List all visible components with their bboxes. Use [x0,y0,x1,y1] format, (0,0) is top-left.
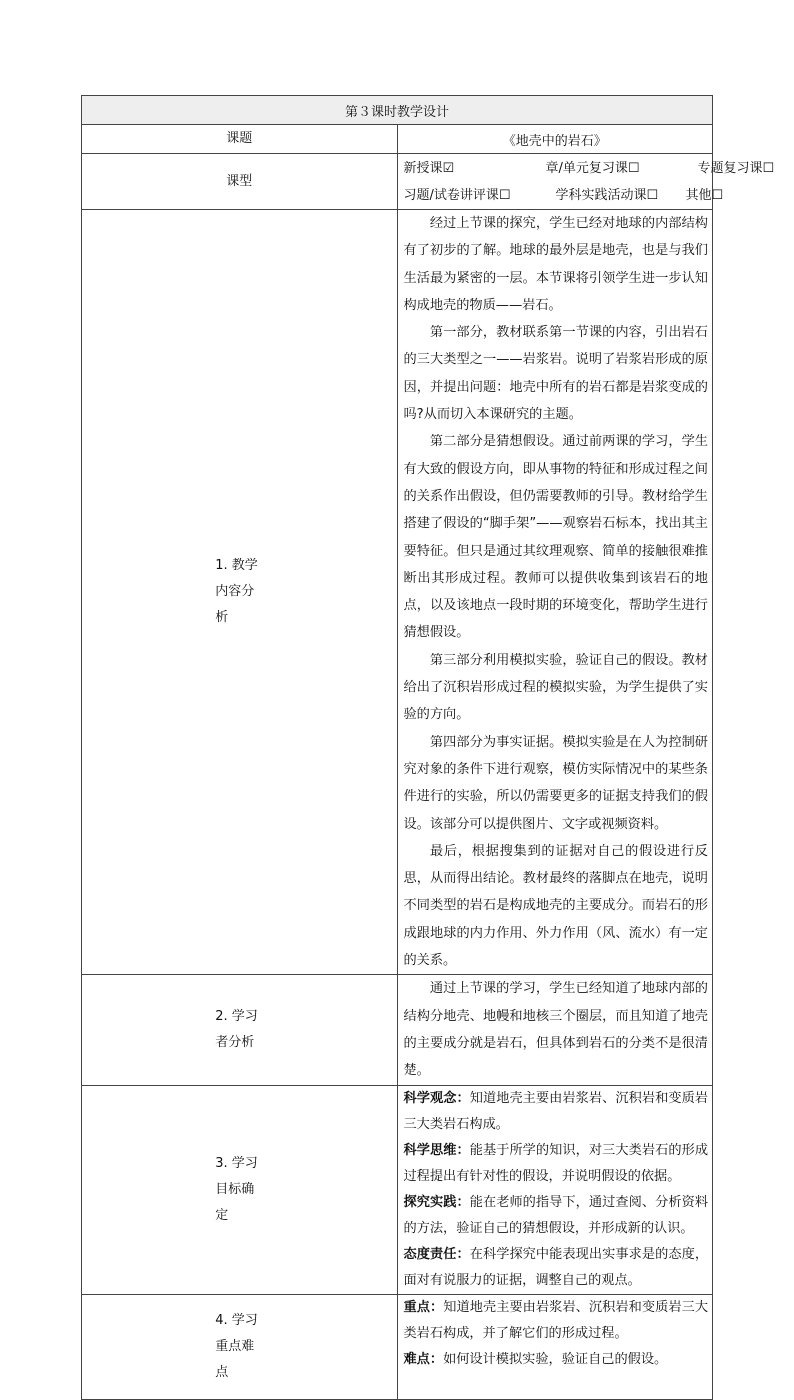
document-title: 第３课时教学设计 [82,96,713,125]
type-option-practice: 学科实践活动课☐ [555,187,659,203]
objective-item: 态度责任：在科学探究中能表现出实事求是的态度，面对有说服力的证据，调整自己的观点。 [403,1246,709,1288]
learner-paragraph: 通过上节课的学习，学生已经知道了地球内部的结构分地壳、地幔和地核三个圈层，而且知道了地壳的主要成分就是岩石，但具体到岩石的分类不是很清楚。 [403,981,708,1079]
content-paragraph: 最后，根据搜集到的证据对自己的假设进行反思，从而得出结论。教材最终的落脚点在地壳，说明不同类型的岩石是构成地壳的主要成分。而岩石的形成跟地球的内力作用、外力作用（风、流水）有一定的关系。 [403,843,708,969]
section-learner-analysis [397,975,713,1085]
type-option-exercise: 习题/试卷讲评课☐ [403,187,511,203]
lesson-plan-table [81,95,775,1400]
section-label-objectives: 3. 学习目标确定 [82,1085,398,1294]
section-label-content-analysis: 1. 教学内容分析 [82,210,398,975]
section-key-points [397,1294,713,1399]
difficulty-item: 难点：如何设计模拟实验，验证自己的假设。 [403,1351,668,1367]
objective-item: 探究实践：能在老师的指导下，通过查阅、分析资料的方法，验证自己的猜想假设，并形成新的认识。 [403,1194,709,1236]
content-paragraph: 第四部分为事实证据。模拟实验是在人为控制研究对象的条件下进行观察，模仿实际情况中的某些条件进行的实验，所以仍需要更多的证据支持我们的假设。该部分可以提供图片、文字或视频资料。 [403,734,708,832]
type-option-topic-review: 专题复习课☐ [697,160,775,176]
type-option-unit-review: 章/单元复习课☐ [545,160,640,176]
content-paragraph: 第一部分，教材联系第一节课的内容，引出岩石的三大类型之一——岩浆岩。说明了岩浆岩形成的原因，并提出问题：地壳中所有的岩石都是岩浆变成的吗?从而切入本课研究的主题。 [403,325,708,423]
topic-value: 《地壳中的岩石》 [397,125,713,154]
type-options [397,154,775,210]
section-objectives [397,1085,713,1294]
type-option-new: 新授课☑ [403,160,455,176]
type-option-other: 其他☐ [685,187,724,203]
section-label-learner-analysis: 2. 学习者分析 [82,975,398,1085]
type-options-line-1 [398,155,775,182]
type-label: 课型 [82,154,398,210]
content-paragraph: 经过上节课的探究，学生已经对地球的内部结构有了初步的了解。地球的最外层是地壳，也是与我们生活最为紧密的一层。本节课将引领学生进一步认知构成地壳的物质——岩石。 [403,216,708,313]
content-paragraph: 第三部分利用模拟实验，验证自己的假设。教材给出了沉积岩形成过程的模拟实验，为学生提供了实验的方向。 [403,652,708,723]
content-paragraph: 第二部分是猜想假设。通过前两课的学习，学生有大致的假设方向，即从事物的特征和形成过程之间的关系作出假设，但仍需要教师的引导。教材给学生搭建了假设的“脚手架”——观察岩石标本，找出其主要特征。但只是通过其纹理观察、简单的接触很难推断出其形成过程。教师可以提供收集到该岩石的地点，以及该地点一段时期的环境变化，帮助学生进行猜想假设。 [403,434,708,641]
topic-label: 课题 [82,125,398,154]
section-label-key-points: 4. 学习重点难点 [82,1294,398,1399]
key-point-item: 重点：知道地壳主要由岩浆岩、沉积岩和变质岩三大类岩石构成，并了解它们的形成过程。 [403,1299,709,1341]
objective-item: 科学观念：知道地壳主要由岩浆岩、沉积岩和变质岩三大类岩石构成。 [403,1090,709,1132]
type-options-line-2 [398,182,724,209]
section-content-analysis [397,210,713,975]
objective-item: 科学思维：能基于所学的知识，对三大类岩石的形成过程提出有针对性的假设，并说明假设的依据。 [403,1142,709,1184]
